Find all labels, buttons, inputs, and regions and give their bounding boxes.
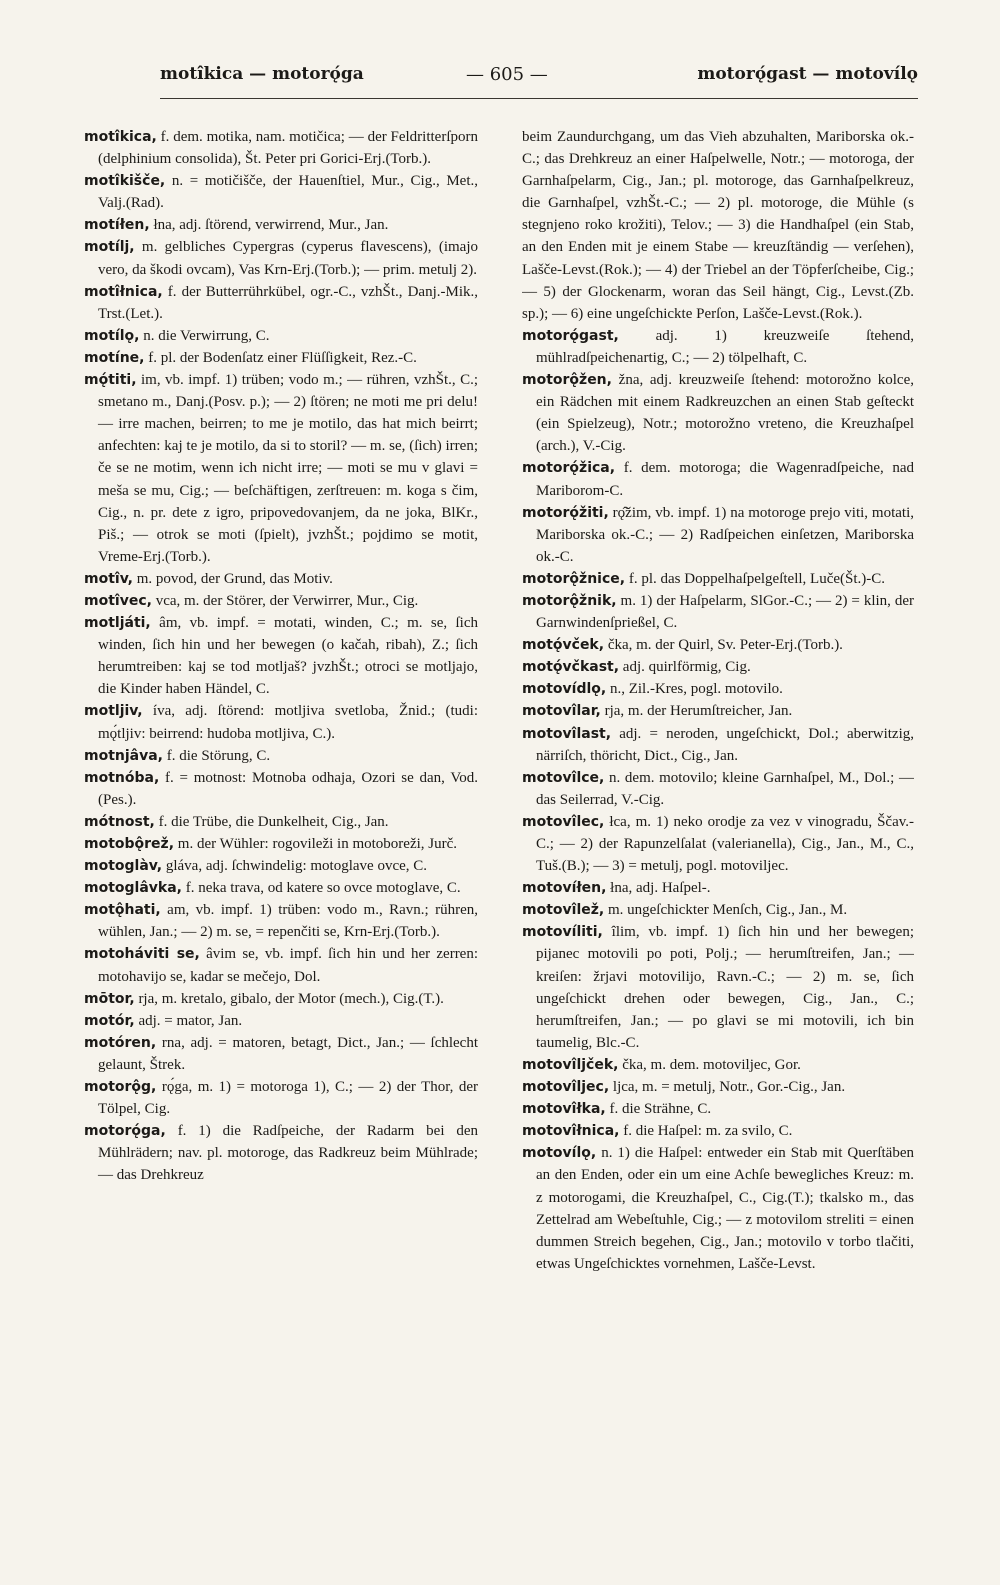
dictionary-entry: [522, 369, 914, 457]
entry-headword: motîkica,: [84, 129, 157, 145]
entry-headword: motovíłen,: [522, 880, 607, 897]
entry-definition: âvim se, vb. impf. ſich hin und her zerren: motohavijo se, kadar se mečejo, Dol.: [98, 946, 478, 985]
entry-headword: mōtor,: [84, 990, 135, 1007]
entry-definition: f. pl. der Bodenſatz einer Flüſſigkeit, Rez.-C.: [148, 349, 417, 366]
entry-definition: n. 1) die Haſpel: entweder ein Stab mit Querſtäben an den Enden, oder ein um eine Achſe bewegliches Kreuz: m. z motorogami, die Kreuzhaſpel, C., Cig.(T.); tkalsko m., das Zettelrad am Webeſtuhle, Cig.; — z motovilom streliti = einen dummen Streich begehen, Cig., Jan.; motovilo v torbo tlačiti, etwas Ungeſchicktes vornehmen, Lašče-Levst.: [536, 1145, 914, 1272]
entry-definition: âm, vb. impf. = motati, winden, C.; m. se, ſich winden, ſich hin und her bewegen (o kačah, ribah), Z.; ſich herumtreiben: kaj se tod motljaš? jvzhŠt.; otroci se motljajo, die Kinder haben Händel, C.: [98, 615, 478, 698]
entry-definition: łna, adj. Haſpel-.: [610, 880, 711, 897]
dictionary-entry: [522, 899, 914, 921]
entry-headword: motovídlǫ,: [522, 681, 607, 698]
entry-headword: mǫ́titi,: [84, 372, 137, 389]
entry-headword: motǫ̂hati,: [84, 902, 161, 919]
dictionary-entry: [84, 899, 478, 943]
entry-definition: beim Zaundurchgang, um das Vieh abzuhalten, Mariborska ok.-C.; das Drehkreuz an einer Haſpelwelle, Notr.; — motoroga, der Garnhaſpelarm, Cig., Jan.; pl. motoroge, das Garnhaſpelkreuz, die Garnhaſpel, vzhŠt.-C.; — 2) pl. motoroge, die Mühle (s stegnjeno roko krožiti), Telov.; — 3) die Handhaſpel (ein Stab, an den Enden mit je einem Stabe — kreuzſtändig — verſehen), Lašče-Levst.(Rok.); — 4) der Triebel an der Töpferſcheibe, Cig.; — 5) der Glockenarm, woran das Seil hängt, Cig., Levst.(Zb. sp.); — 6) eine ungeſchickte Perſon, Lašče-Levst.(Rok.).: [522, 129, 914, 322]
entry-headword: motobǫ̂rež,: [84, 836, 175, 852]
dictionary-entry: [84, 700, 478, 744]
entry-headword: motór,: [84, 1012, 135, 1029]
entry-headword: motîkišče,: [84, 173, 166, 190]
dictionary-entry: [84, 1076, 478, 1120]
entry-definition: f. die Strähne, C.: [609, 1101, 712, 1118]
dictionary-entry: [84, 126, 478, 170]
dictionary-entry: [84, 833, 478, 855]
entry-definition: rja, m. kretalo, gibalo, der Motor (mech.), Cig.(T.).: [138, 990, 444, 1007]
dictionary-entry: [522, 877, 914, 899]
entry-headword: motoglàv,: [84, 858, 163, 875]
dictionary-entry: [522, 1054, 914, 1076]
dictionary-entry: [84, 568, 478, 590]
dictionary-entry: [522, 1076, 914, 1098]
entry-headword: motoháviti se,: [84, 946, 200, 963]
entry-definition: n., Zil.-Kres, pogl. motovilo.: [609, 681, 783, 698]
entry-definition: f. pl. das Doppelhaſpelgeſtell, Luče(Št.)-C.: [628, 570, 886, 587]
entry-headword: motorǫ́gast,: [522, 327, 619, 344]
entry-headword: motóren,: [84, 1034, 157, 1051]
dictionary-entry: [84, 1032, 478, 1076]
entry-headword: motovîlež,: [522, 902, 605, 919]
dictionary-entry: [522, 1142, 914, 1275]
entry-definition: f. = motnost: Motnoba odhaja, Ozori se dan, Vod.(Pes.).: [98, 769, 478, 808]
entry-headword: motorǫ̂g,: [84, 1079, 157, 1096]
entry-definition: rǫ́ga, m. 1) = motoroga 1), C.; — 2) der Thor, der Tölpel, Cig.: [98, 1079, 478, 1118]
dictionary-entry: [522, 921, 914, 1054]
entry-definition: m. gelbliches Cypergras (cyperus flavescens), (imajo vero, da škodi ovcam), Vas Krn-Erj.(Torb.); — prim. metulj 2).: [98, 239, 478, 278]
entry-headword: motovîlar,: [522, 703, 601, 720]
header-left-guideword: motîkica — motorǫ́ga: [160, 64, 364, 84]
entry-definition: łna, adj. ſtörend, verwirrend, Mur., Jan.: [153, 217, 389, 234]
dictionary-entry: [84, 612, 478, 700]
entry-definition: rǫ̂žim, vb. impf. 1) na motoroge prejo viti, motati, Mariborska ok.-C.; — 2) Radſpeichen einſetzen, Mariborska ok.-C.: [536, 504, 914, 565]
entry-definition: žna, adj. kreuzweiſe ſtehend: motorožno kolce, ein Rädchen mit einem Radkreuzchen an einen Stab geſteckt (ein Spielzeug), Notr.; motorožno vreteno, die Kreuzhaſpel (arch.), V.-Cig.: [536, 372, 914, 455]
entry-definition: f. die Störung, C.: [166, 747, 271, 764]
entry-definition: n. dem. motovilo; kleine Garnhaſpel, M., Dol.; — das Seilerrad, V.-Cig.: [536, 769, 914, 808]
dictionary-entry: [522, 502, 914, 568]
dictionary-entry: [522, 325, 914, 369]
dictionary-entry: [522, 126, 914, 325]
dictionary-entry: [522, 656, 914, 678]
left-column: [84, 126, 478, 1566]
entry-headword: motîv,: [84, 570, 133, 587]
entry-definition: íva, adj. ſtörend: motljiva svetloba, Žnid.; (tudi: mǫ́tljiv: beirrend: hudoba motljiva, C.).: [98, 703, 478, 742]
entry-definition: f. neka trava, od katere so ovce motoglave, C.: [185, 880, 461, 897]
right-column: [522, 126, 914, 1566]
entry-definition: n. = motičišče, der Hauenſtiel, Mur., Cig., Met., Valj.(Rad).: [98, 173, 478, 212]
entry-headword: motljiv,: [84, 703, 143, 720]
dictionary-entry: [84, 943, 478, 987]
entry-headword: motorǫ́žica,: [522, 460, 616, 477]
entry-definition: vca, m. der Störer, der Verwirrer, Mur., Cig.: [155, 592, 419, 609]
entry-definition: f. die Haſpel: m. za svilo, C.: [623, 1123, 793, 1140]
entry-headword: motnóba,: [84, 769, 160, 786]
entry-headword: motíne,: [84, 349, 145, 366]
entry-definition: n. die Verwirrung, C.: [143, 327, 270, 344]
entry-definition: îlim, vb. impf. 1) ſich hin und her bewegen; pijanec motovili po poti, Polj.; — herumſtreifen, Jan.; — kreiſen: žrjavi motovilijo, Ravn.-C.; — 2) m. se, ſich ungeſchickt drehen oder bewegen, Cig., Jan., C.; herumſtreifen, Jan.; — po glavi se mi motovili, ich bin taumelig, Blc.-C.: [536, 924, 914, 1051]
entry-definition: gláva, adj. ſchwindelig: motoglave ovce, C.: [165, 858, 428, 875]
entry-headword: mótnost,: [84, 813, 155, 830]
entry-definition: čka, m. der Quirl, Sv. Peter-Erj.(Torb.).: [607, 637, 843, 654]
entry-headword: motîvec,: [84, 592, 152, 609]
entry-definition: am, vb. impf. 1) trüben: vodo m., Ravn.; rühren, wühlen, Jan.; — 2) m. se, = repenčiti se, Krn-Erj.(Torb.).: [98, 902, 478, 941]
entry-headword: motovîłka,: [522, 1101, 606, 1118]
entry-definition: adj. = mator, Jan.: [138, 1012, 243, 1029]
entry-definition: adj. quirlförmig, Cig.: [622, 659, 751, 676]
dictionary-entry: [522, 678, 914, 700]
entry-definition: f. 1) die Radſpeiche, der Radarm bei den Mühlrädern; nav. pl. motoroge, das Radkreuz beim Mühlrade; — das Drehkreuz: [98, 1123, 478, 1184]
dictionary-entry: [522, 457, 914, 501]
entry-headword: motíłen,: [84, 217, 150, 234]
entry-definition: m. der Wühler: rogovileži in motoboreži, Jurč.: [177, 836, 458, 852]
entry-headword: motovîljček,: [522, 1056, 619, 1073]
entry-headword: motnjâva,: [84, 747, 164, 764]
entry-headword: motovîlec,: [522, 813, 605, 830]
entry-definition: f. dem. motoroga; die Wagenradſpeiche, nad Mariborom-C.: [536, 460, 914, 499]
entry-headword: motorǫ́ga,: [84, 1123, 166, 1140]
dictionary-entry: [84, 214, 478, 236]
dictionary-entry: [84, 347, 478, 369]
entry-definition: m. povod, der Grund, das Motiv.: [136, 570, 333, 587]
dictionary-entry: [522, 568, 914, 590]
dictionary-entry: [522, 700, 914, 722]
entry-headword: motǫ́včkast,: [522, 659, 620, 676]
entry-headword: motovíliti,: [522, 924, 603, 941]
entry-definition: rja, m. der Herumſtreicher, Jan.: [604, 703, 793, 720]
entry-headword: motovîlce,: [522, 769, 605, 786]
dictionary-entry: [84, 236, 478, 280]
entry-definition: łca, m. 1) neko orodje za vez v vinogradu, Ščav.-C.; — 2) der Rapunzelſalat (valerianella), Cig., Jan., M., C., Tuš.(B.); — 3) = metulj, pogl. motoviljec.: [536, 813, 914, 875]
dictionary-entry: [84, 1010, 478, 1032]
dictionary-entry: [84, 170, 478, 214]
dictionary-entry: [522, 811, 914, 877]
entry-headword: motorǫ̂žnice,: [522, 570, 626, 587]
entry-definition: im, vb. impf. 1) trüben; vodo m.; — rühren, vzhŠt., C.; smetano m., Danj.(Posv. p.); — 2) ſtören; ne moti me pri delu! — irre machen, beirren; to me je motilo, das hat mich beirrt; anfechten: kaj te je motilo, da si to storil? — m. se, (ſich) irren; če se ne motim, wenn ich nicht irre; — moti se mu v glavi = meša se mu, Cig.; — beſchäftigen, zerſtreuen: m. koga s čim, Cig., n. pr. dete z igro, pripovedovanjem, da ne joka, BlKr., Piš.; — otrok se moti (ſpielt), jvzhŠt.; pojdimo se motit, Vreme-Erj.(Torb.).: [98, 372, 478, 565]
entry-definition: m. 1) der Haſpelarm, SlGor.-C.; — 2) = klin, der Garnwindenſprießel, C.: [536, 592, 914, 632]
entry-headword: motǫ́vček,: [522, 637, 605, 654]
entry-definition: ljca, m. = metulj, Notr., Gor.-Cig., Jan.: [612, 1079, 846, 1096]
header-right-guideword: motorǫ́gast — motovílǫ: [697, 64, 918, 84]
dictionary-entry: [522, 767, 914, 811]
dictionary-entry: [84, 590, 478, 612]
entry-headword: motorǫ́žiti,: [522, 504, 609, 521]
entry-definition: f. der Butterrührkübel, ogr.-C., vzhŠt., Danj.-Mik., Trst.(Let.).: [98, 283, 478, 322]
entry-definition: rna, adj. = matoren, betagt, Dict., Jan.; — ſchlecht gelaunt, Štrek.: [98, 1034, 478, 1073]
entry-headword: motljáti,: [84, 615, 151, 632]
dictionary-entry: [522, 590, 914, 634]
entry-definition: f. dem. motika, nam. motičica; — der Feldritterſporn (delphinium consolida), Št. Peter pri Gorici-Erj.(Torb.).: [98, 129, 478, 168]
dictionary-entry: [84, 369, 478, 568]
entry-definition: adj. 1) kreuzweiſe ſtehend, mühlradſpeichenartig, C.; — 2) tölpelhaft, C.: [536, 327, 914, 366]
dictionary-entry: [84, 988, 478, 1010]
dictionary-entry: [84, 1120, 478, 1186]
entry-headword: motílj,: [84, 239, 135, 256]
entry-headword: motoglâvka,: [84, 880, 182, 897]
dictionary-entry: [84, 325, 478, 347]
dictionary-entry: [84, 745, 478, 767]
dictionary-entry: [522, 723, 914, 767]
entry-headword: motovîłnica,: [522, 1123, 620, 1140]
dictionary-entry: [84, 877, 478, 899]
entry-headword: motorǫ̂žnik,: [522, 592, 617, 609]
entry-definition: m. ungeſchickter Menſch, Cig., Jan., M.: [607, 902, 848, 919]
dictionary-entry: [84, 281, 478, 325]
entry-definition: čka, m. dem. motoviljec, Gor.: [622, 1056, 801, 1073]
entry-definition: adj. = neroden, ungeſchickt, Dol.; aberwitzig, närriſch, thöricht, Dict., Cig., Jan.: [536, 725, 914, 764]
dictionary-entry: [84, 855, 478, 877]
dictionary-entry: [522, 1120, 914, 1142]
entry-headword: motovîljec,: [522, 1079, 610, 1096]
entry-headword: motîłnica,: [84, 283, 163, 300]
header-rule: [160, 98, 918, 99]
dictionary-entry: [84, 811, 478, 833]
page-number: — 605 —: [466, 64, 548, 85]
dictionary-entry: [522, 634, 914, 656]
running-header: [160, 64, 918, 92]
entry-headword: motovílǫ,: [522, 1145, 597, 1162]
entry-headword: motílǫ,: [84, 327, 140, 344]
dictionary-entry: [522, 1098, 914, 1120]
entry-headword: motorǫ̂žen,: [522, 372, 612, 389]
dictionary-entry: [84, 767, 478, 811]
entry-headword: motovîlast,: [522, 725, 612, 742]
entry-definition: f. die Trübe, die Dunkelheit, Cig., Jan.: [158, 813, 389, 830]
